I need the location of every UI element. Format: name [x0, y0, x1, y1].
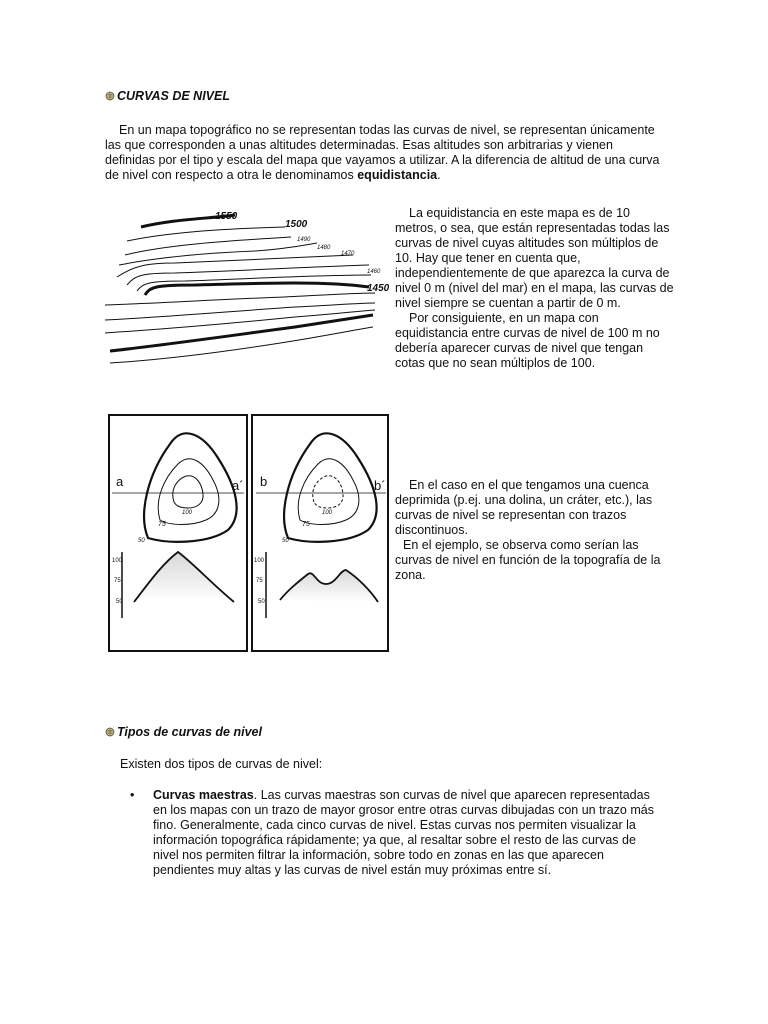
profile-tick: 100: [254, 558, 265, 564]
section-heading-tipos: Tipos de curvas de nivel: [105, 725, 262, 740]
contour-line-thick: [110, 315, 373, 351]
cuenca-text-1: En el caso en el que tengamos una cuenca deprimida (p.ej. una dolina, un cráter, etc.), las curvas de nivel se representan con trazos discontinuos.: [395, 478, 653, 537]
contour-label: 1490: [297, 237, 311, 243]
cuenca-figure-svg: [108, 414, 390, 652]
disc-bullet-icon: •: [130, 788, 135, 802]
contour-50-right: [284, 433, 376, 541]
contour-line-1500: [125, 237, 291, 255]
section-heading-curvas-de-nivel: CURVAS DE NIVEL: [105, 89, 230, 104]
contour-label: 1470: [341, 251, 355, 257]
contour-line-1450: [145, 283, 369, 295]
contour-label: 1480: [317, 245, 331, 251]
profile-tick: 50: [116, 599, 123, 605]
contour-100-right-dashed: [313, 476, 343, 508]
section-end-label: b´: [374, 478, 386, 493]
contour-label: 1450: [367, 283, 390, 294]
tipos-intro: Existen dos tipos de curvas de nivel:: [120, 757, 323, 771]
equidistancia-text-1: La equidistancia en este mapa es de 10 metros, o sea, que están representadas todas las curvas de nivel cuyas altitudes son múltiplos de 10. Hay que tener en cuenta que, independientemente de que aparezca la curva de nivel 0 m (nivel del mar) en el mapa, las curvas de nivel siempre se cuentan a partir de 0 m.: [395, 206, 674, 310]
contour-line-1470: [127, 265, 369, 285]
contour-label: 1460: [367, 269, 381, 275]
contour-label: 50: [138, 538, 145, 544]
bullet-list: [130, 788, 665, 878]
contour-label: 100: [182, 510, 193, 516]
profile-tick: 50: [258, 599, 265, 605]
section-start-label: a: [116, 474, 124, 489]
profile-tick: 100: [112, 558, 123, 564]
intro-paragraph: En un mapa topográfico no se representan todas las curvas de nivel, se representan únicamente las que corresponden a unas altitudes determinadas. Esas altitudes son arbitrarias y vienen definidas por el tipo y escala del mapa que vayamos a utilizar. A la diferencia de altitud de una curva de nivel con respecto a otra le denominamos equidistancia.: [105, 123, 660, 182]
contour-label: 1550: [215, 211, 238, 222]
list-item: • Curvas maestras. Las curvas maestras son curvas de nivel que aparecen representadas en los mapas con un trazo de mayor grosor entre otras curvas dibujadas con un trazo más fino. Generalmente, cada cinco curvas de nivel. Estas curvas nos permiten visualizar la información topográfica rápidamente; ya que, al resaltar sobre el resto de las curvas de nivel nos permiten filtrar la información, sobre todo en zonas en las que aparecen pendientes muy altas y las curvas de nivel están muy próximas entre sí.: [130, 788, 654, 877]
contour-label: 1500: [285, 219, 308, 230]
profile-tick: 75: [256, 578, 263, 584]
contour-label: 100: [322, 510, 333, 516]
globe-bullet-icon: [105, 727, 115, 737]
panel-right-frame: [252, 415, 388, 651]
contour-line-thin: [105, 303, 375, 320]
section-start-label: b: [260, 474, 268, 489]
term-equidistancia: equidistancia: [357, 168, 438, 182]
contour-label: 75: [158, 521, 166, 528]
section-end-label: a´: [232, 478, 244, 493]
contour-100-left: [173, 476, 203, 508]
profile-tick: 75: [114, 578, 121, 584]
cuenca-text-2: En el ejemplo, se observa como serían las curvas de nivel en función de la topografía de la zona.: [395, 538, 661, 582]
term-curvas-maestras: Curvas maestras: [153, 788, 254, 802]
cuenca-figure: [108, 414, 390, 652]
cuenca-paragraph: [395, 478, 670, 583]
panel-left-frame: [109, 415, 247, 651]
hill-profile-left: [134, 552, 234, 602]
contour-label: 75: [302, 521, 310, 528]
contour-line-1490: [119, 243, 317, 265]
equidistancia-paragraph: [395, 206, 675, 371]
equidistancia-text-2: Por consiguiente, en un mapa con equidistancia entre curvas de nivel de 100 m no debería aparecer curvas de nivel que tengan cotas que no sean múltiplos de 100.: [395, 311, 660, 370]
contour-lines-figure: [105, 205, 395, 370]
globe-bullet-icon: [105, 91, 115, 101]
contour-label: 50: [282, 538, 289, 544]
